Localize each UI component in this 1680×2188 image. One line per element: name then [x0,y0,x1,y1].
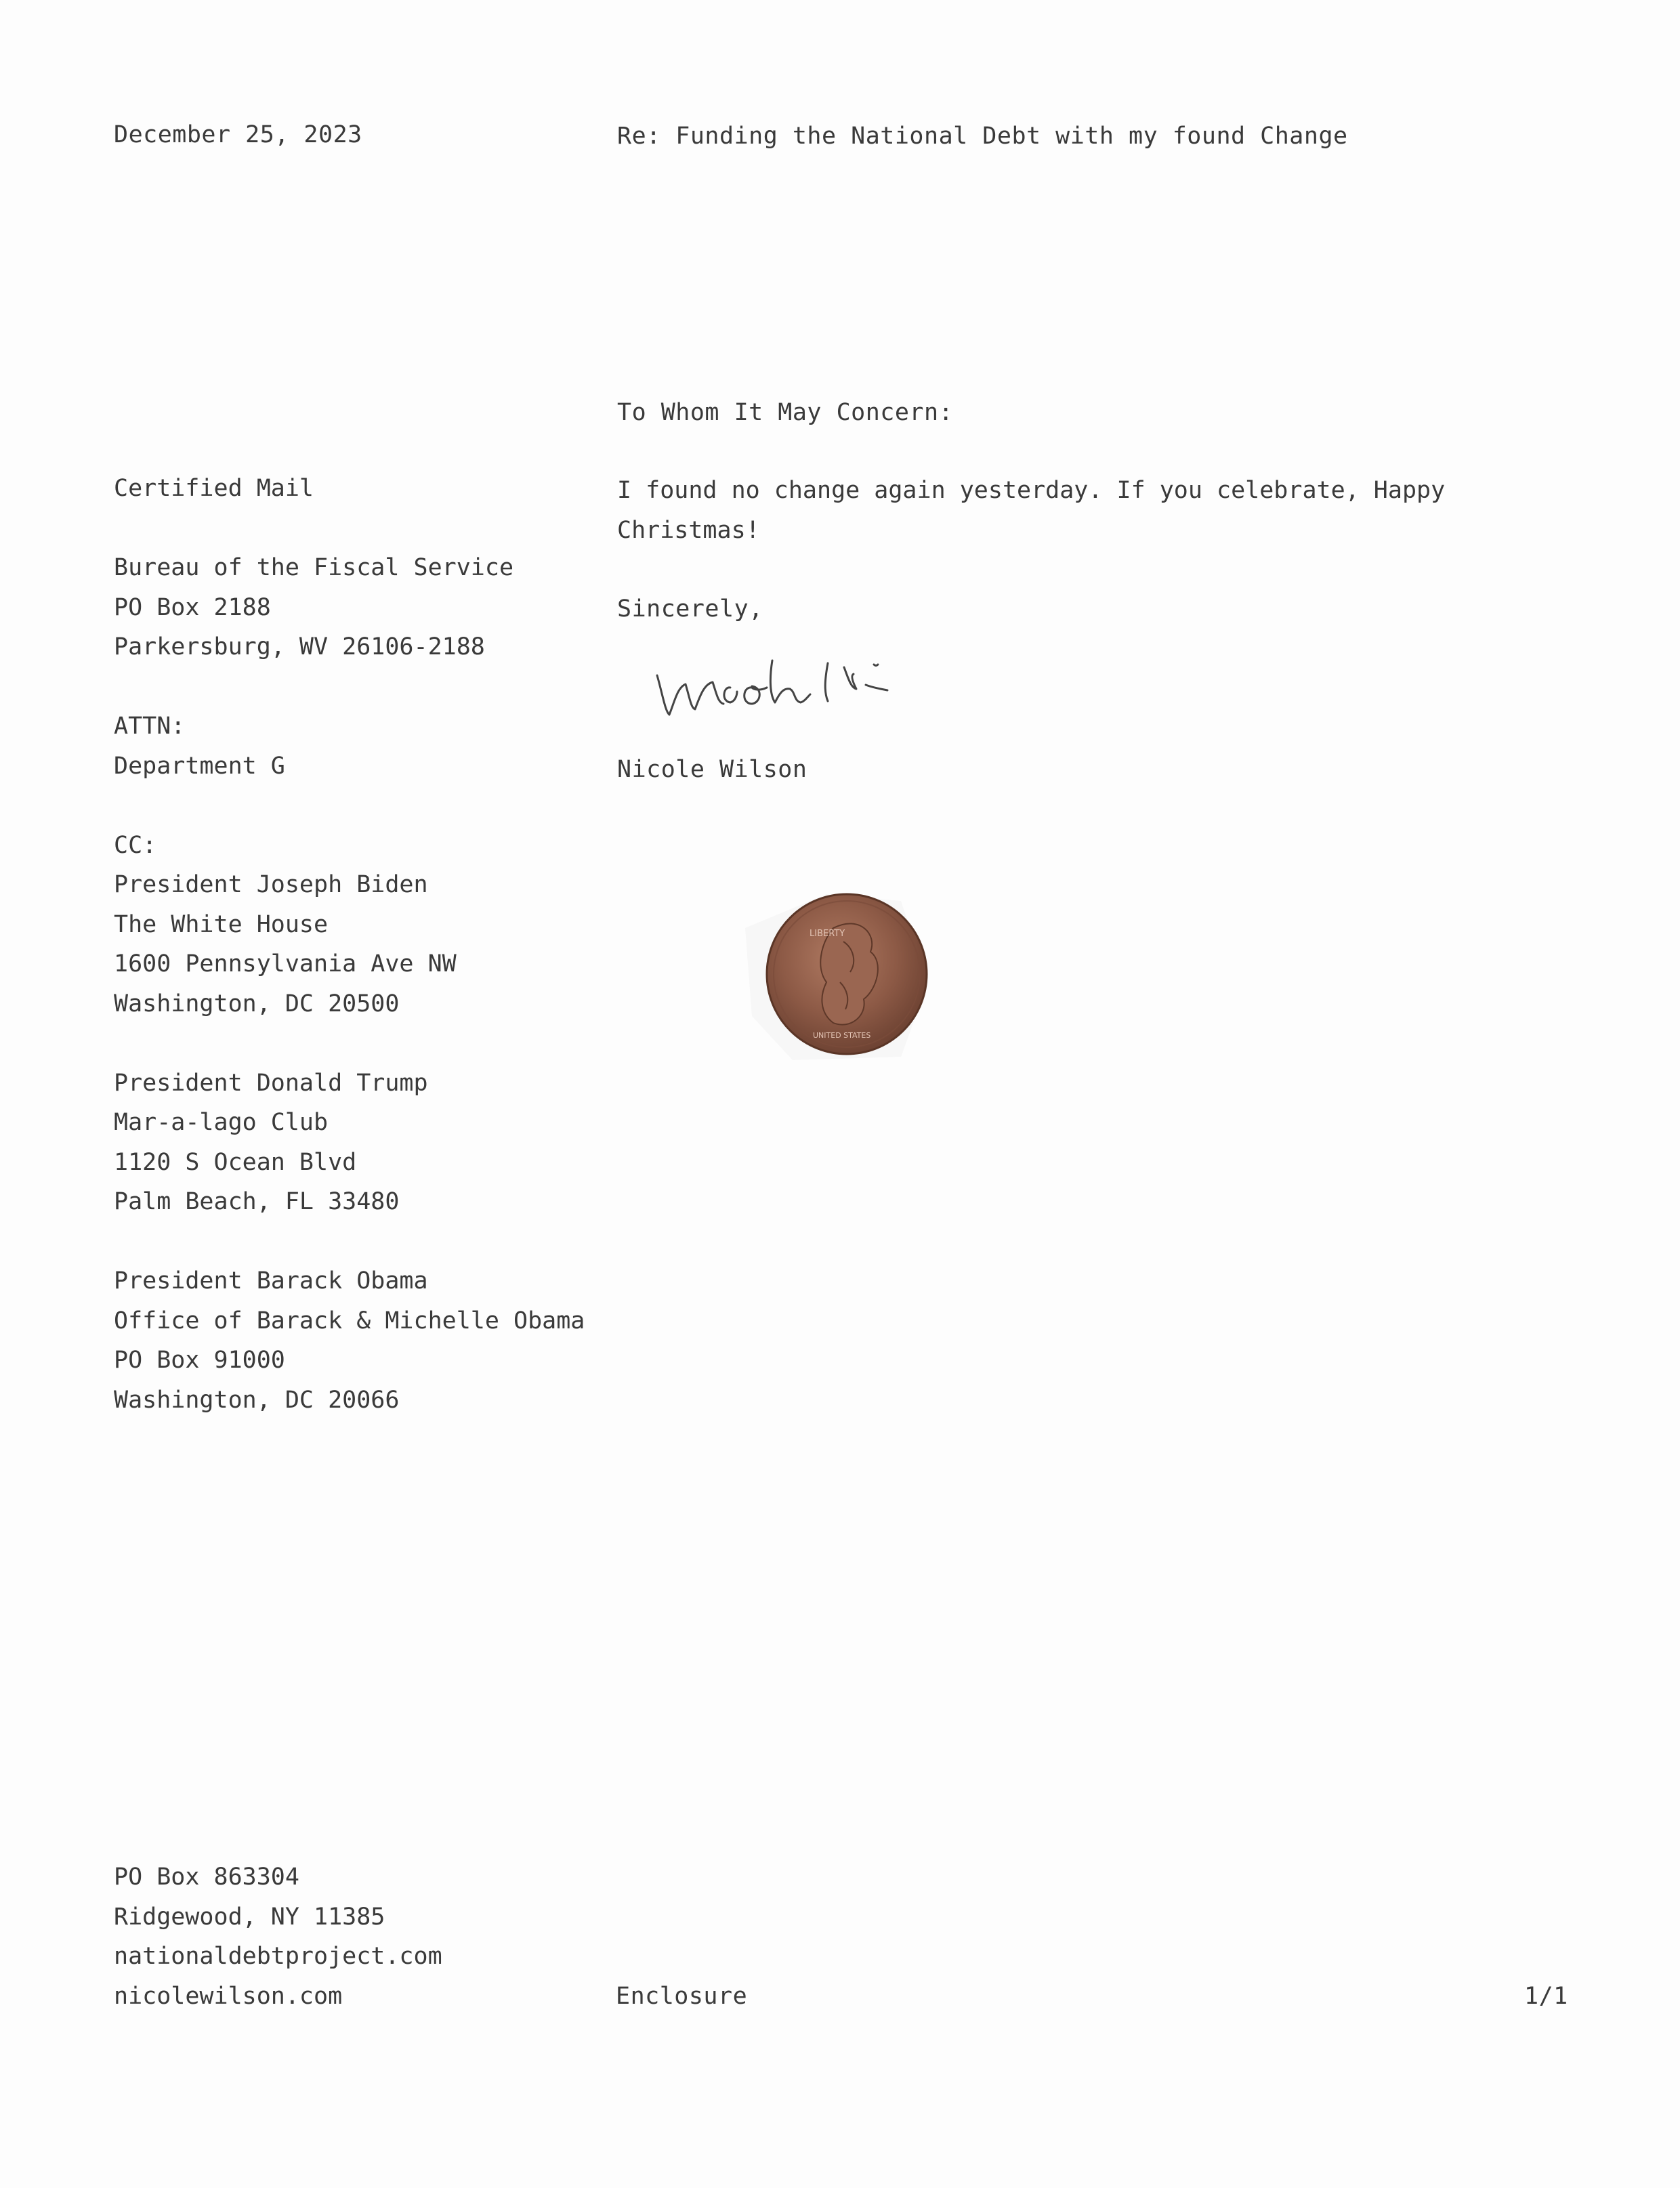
cc-label: CC: [114,831,157,859]
cc-line: 1120 S Ocean Blvd [114,1148,357,1176]
recipient-line: PO Box 2188 [114,593,271,621]
cc-line: Washington, DC 20500 [114,990,400,1017]
sender-website: nationaldebtproject.com [114,1943,442,1970]
attn-value: Department G [114,752,285,780]
recipient-block [114,469,585,1420]
cc-line: PO Box 91000 [114,1347,285,1374]
subject-line: Re: Funding the National Debt with my found Change [617,123,1348,150]
delivery-method: Certified Mail [114,475,314,502]
cc-line: President Donald Trump [114,1069,428,1097]
sender-line: Ridgewood, NY 11385 [114,1903,385,1931]
cc-line: Office of Barack & Michelle Obama [114,1307,585,1334]
signer-name: Nicole Wilson [617,756,807,783]
recipient-line: Parkersburg, WV 26106-2188 [114,633,485,660]
penny-enclosure-image [732,881,948,1070]
cc-line: Mar-a-lago Club [114,1109,329,1136]
page-number: 1/1 [1524,1983,1568,2010]
cc-line: President Barack Obama [114,1267,428,1295]
attn-label: ATTN: [114,713,186,740]
cc-line: President Joseph Biden [114,871,428,898]
closing: Sincerely, [617,595,763,623]
signature [650,647,982,728]
sender-line: PO Box 863304 [114,1864,299,1891]
sender-address [114,1857,442,2016]
salutation: To Whom It May Concern: [617,399,954,426]
enclosure-label: Enclosure [616,1983,748,2010]
cc-line: Washington, DC 20066 [114,1386,400,1414]
body-text: I found no change again yesterday. If you celebrate, Happy Christmas! [617,477,1446,544]
coin-country-text: UNITED STATES [813,1031,871,1040]
sender-website: nicolewilson.com [114,1982,343,2010]
cc-line: 1600 Pennsylvania Ave NW [114,950,457,977]
cc-line: Palm Beach, FL 33480 [114,1188,400,1215]
coin-liberty-text: LIBERTY [810,929,845,939]
recipient-line: Bureau of the Fiscal Service [114,554,514,581]
cc-line: The White House [114,910,329,938]
letter-date: December 25, 2023 [114,121,362,148]
letter-body [617,471,1498,550]
